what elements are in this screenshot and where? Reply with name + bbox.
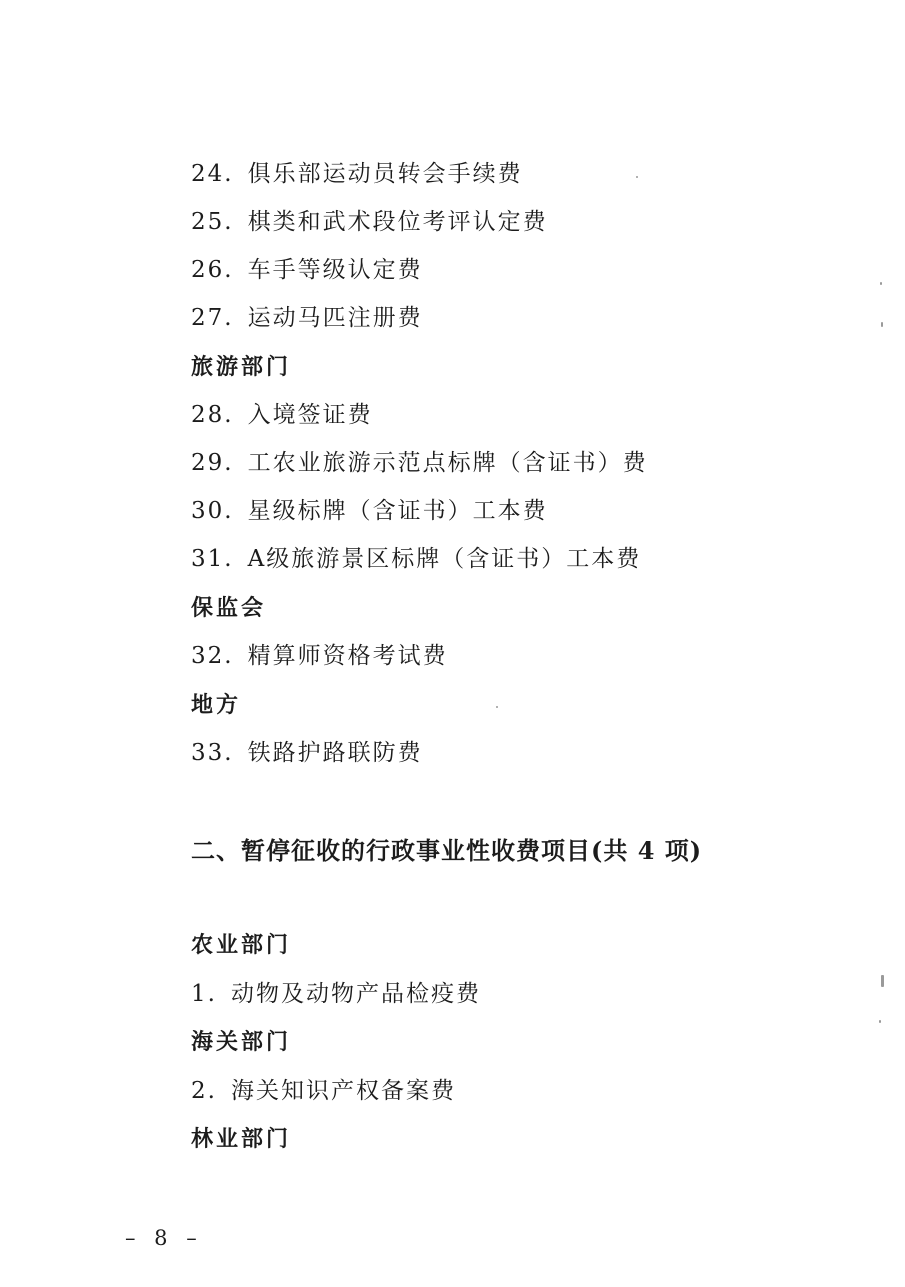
- item-text: 星级标牌（含证书）工本费: [247, 498, 548, 524]
- scan-speck: [496, 706, 498, 708]
- department-heading-local: 地方: [191, 692, 242, 718]
- list-item: [191, 979, 481, 1009]
- department-heading-agriculture: 农业部门: [191, 932, 292, 958]
- list-item: [191, 207, 548, 237]
- item-number: 32.: [191, 643, 234, 669]
- scan-speck: [636, 176, 638, 178]
- scan-speck: [881, 322, 883, 327]
- item-text: 俱乐部运动员转会手续费: [247, 161, 523, 187]
- item-text: 工农业旅游示范点标牌（含证书）费: [247, 450, 648, 476]
- list-item: [191, 496, 548, 526]
- item-text: 棋类和武术段位考评认定费: [247, 209, 548, 235]
- list-item: [191, 303, 423, 333]
- item-number: 33.: [191, 740, 234, 766]
- item-text: 车手等级认定费: [247, 257, 423, 283]
- list-item: [191, 1076, 456, 1106]
- list-item: [191, 544, 641, 574]
- department-heading-customs: 海关部门: [191, 1029, 292, 1055]
- item-text: 海关知识产权备案费: [230, 1078, 456, 1104]
- item-number: 28.: [191, 402, 234, 428]
- department-heading-tourism: 旅游部门: [191, 354, 292, 380]
- item-text: 运动马匹注册费: [247, 305, 423, 331]
- scan-speck: [879, 1020, 881, 1023]
- page-number: – 8 –: [125, 1226, 203, 1250]
- list-item: [191, 641, 448, 671]
- item-number: 27.: [191, 305, 234, 331]
- item-text: 动物及动物产品检疫费: [230, 981, 481, 1007]
- item-number: 31.: [191, 546, 234, 572]
- list-item: [191, 448, 648, 478]
- item-number: 2.: [191, 1078, 217, 1104]
- item-number: 29.: [191, 450, 234, 476]
- list-item: [191, 255, 423, 285]
- item-number: 30.: [191, 498, 234, 524]
- item-number: 25.: [191, 209, 234, 235]
- list-item: [191, 400, 373, 430]
- item-number: 1.: [191, 981, 217, 1007]
- scan-speck: [880, 282, 882, 285]
- department-heading-insurance: 保监会: [191, 595, 267, 621]
- department-heading-forestry: 林业部门: [191, 1126, 292, 1152]
- item-text: 入境签证费: [247, 402, 373, 428]
- list-item: [191, 159, 523, 189]
- item-text: 精算师资格考试费: [247, 643, 448, 669]
- item-number: 26.: [191, 257, 234, 283]
- scan-speck: [881, 975, 884, 987]
- item-text: A级旅游景区标牌（含证书）工本费: [247, 546, 642, 572]
- list-item: [191, 738, 423, 768]
- section-two-title: 二、暂停征收的行政事业性收费项目(共 4 项): [191, 836, 703, 865]
- item-text: 铁路护路联防费: [247, 740, 423, 766]
- item-number: 24.: [191, 161, 234, 187]
